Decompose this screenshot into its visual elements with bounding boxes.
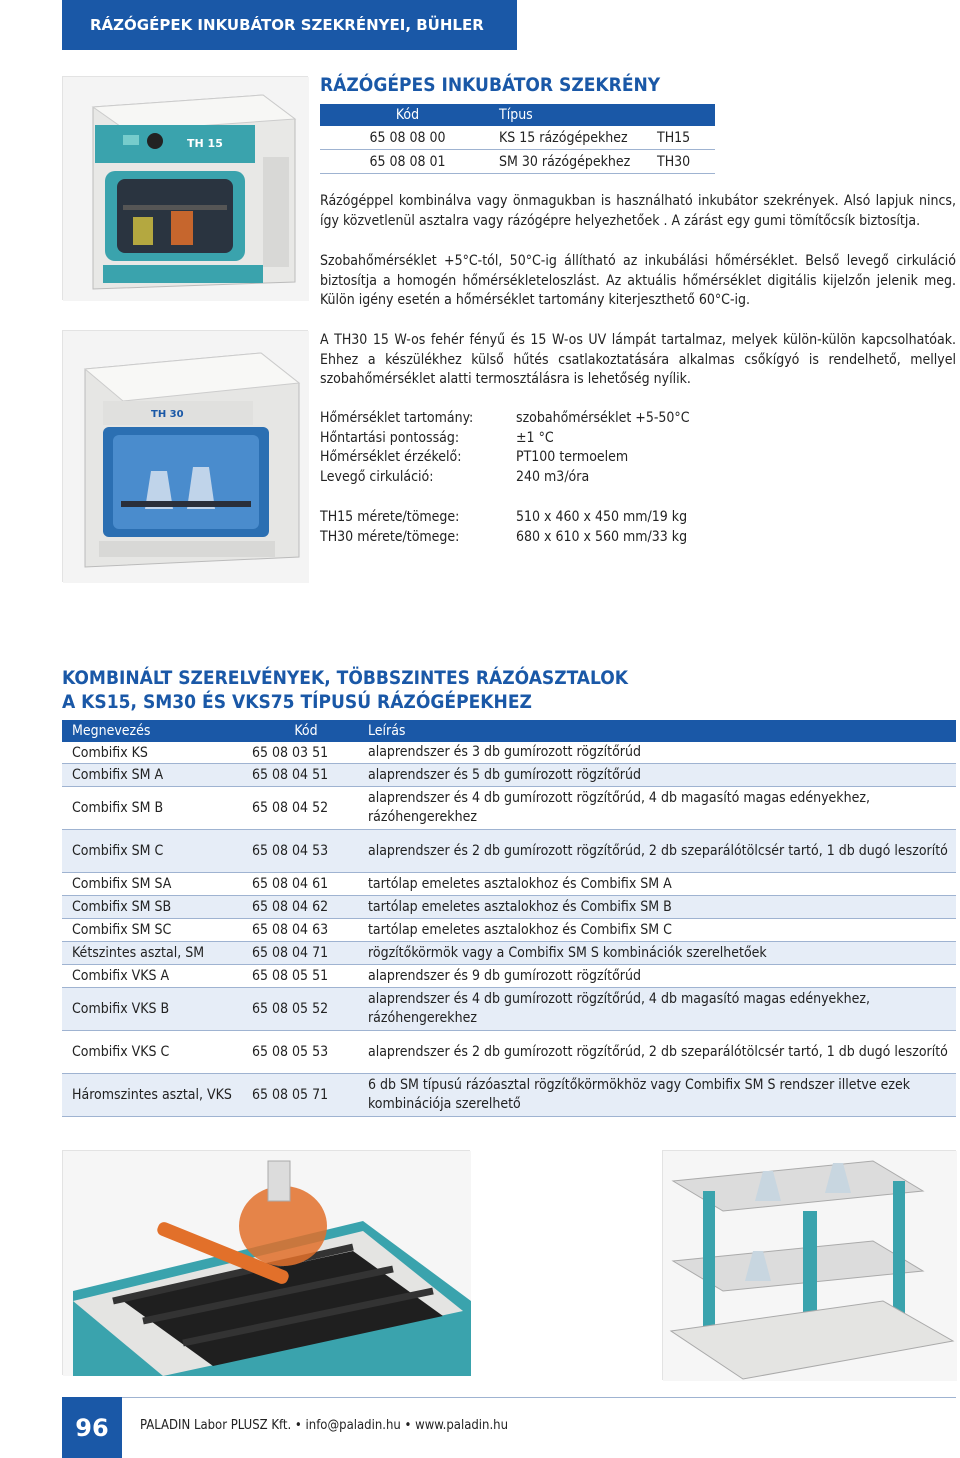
table-row [62, 873, 956, 896]
cell-name: Combifix KS [72, 744, 148, 761]
spec-value: szobahőmérséklet +5-50°C [516, 410, 690, 426]
table-row [62, 896, 956, 919]
cell-code: 65 08 05 52 [252, 1001, 329, 1017]
product-title: RÁZÓGÉPES INKUBÁTOR SZEKRÉNY [320, 74, 661, 96]
cell-model: TH15 [657, 129, 691, 146]
footer-contact: PALADIN Labor PLUSZ Kft. • info@paladin.hu • www.paladin.hu [140, 1418, 508, 1433]
cell-name: Combifix SM SB [72, 899, 172, 915]
accessories-table [62, 720, 956, 1117]
spec-label: Levegő cirkuláció: [320, 468, 434, 485]
description-paragraph-1: Rázógéppel kombinálva vagy önmagukban is használható inkubátor szekrények. Alsó lapjuk nincs, így közvetlenül asztalra vagy rázógépre helyezhetőek . A zárást egy gumi tömítőcsík biztosítja. [320, 193, 956, 229]
section-header [62, 0, 517, 50]
cell-code: 65 08 04 62 [252, 899, 329, 915]
table-row [62, 965, 956, 988]
spec-row [320, 409, 690, 429]
dimension-label: TH15 mérete/tömege: [320, 509, 460, 525]
photo-th30-incubator [62, 330, 308, 582]
photo-th15-incubator [62, 76, 308, 300]
cell-model: TH30 [657, 153, 691, 170]
cell-name: Combifix VKS B [72, 1001, 170, 1017]
header-code: Kód [294, 723, 318, 739]
th15-label: TH 15 [187, 137, 223, 150]
photo-multilevel-shaker [662, 1150, 956, 1380]
spec-label: Hőmérséklet tartomány: [320, 410, 474, 426]
table-row [320, 150, 715, 174]
cell-description: rögzítőkörmök vagy a Combifix SM S kombinációk szerelhetőek [368, 944, 767, 961]
cell-description: alaprendszer és 2 db gumírozott rögzítőrúd, 2 db szeparálótölcsér tartó, 1 db dugó leszorító [368, 1043, 948, 1060]
spec-label: Hőntartási pontosság: [320, 429, 460, 446]
dimension-value: 510 x 460 x 450 mm/19 kg [516, 509, 688, 525]
combifix-shaker-illustration [63, 1151, 471, 1376]
cell-description: alaprendszer és 4 db gumírozott rögzítőrúd, 4 db magasító magas edényekhez, rázóhengerekhez [368, 790, 870, 825]
cell-code: 65 08 04 61 [252, 876, 329, 892]
multilevel-shaker-illustration [663, 1151, 957, 1381]
cell-type: SM 30 rázógépekhez [499, 153, 631, 170]
table-row [62, 830, 956, 873]
th15-incubator-illustration [63, 77, 309, 301]
cell-name: Combifix SM A [72, 767, 164, 783]
table-row [62, 787, 956, 830]
dimension-row [320, 528, 687, 548]
table-row [62, 919, 956, 942]
cell-description: alaprendszer és 9 db gumírozott rögzítőrúd [368, 967, 641, 984]
header-description: Leírás [368, 722, 406, 739]
spec-value: 240 m3/óra [516, 468, 590, 485]
cell-code: 65 08 08 01 [369, 153, 446, 170]
cell-code: 65 08 04 71 [252, 945, 329, 961]
table-row [62, 742, 956, 764]
cell-code: 65 08 08 00 [369, 129, 446, 146]
dimension-value: 680 x 610 x 560 mm/33 kg [516, 528, 688, 545]
footer-divider [62, 1397, 956, 1398]
header-type: Típus [499, 107, 533, 123]
accessories-table-header [62, 720, 956, 742]
dimension-row [320, 508, 687, 528]
cell-description: alaprendszer és 4 db gumírozott rögzítőrúd, 4 db magasító magas edényekhez, rázóhengerekhez [368, 991, 870, 1026]
cell-type: KS 15 rázógépekhez [499, 129, 628, 146]
accessories-title-line-2: A KS15, SM30 ÉS VKS75 TÍPUSÚ RÁZÓGÉPEKHEZ [62, 691, 532, 713]
page-number: 96 [62, 1397, 122, 1458]
spec-label: Hőmérséklet érzékelő: [320, 449, 462, 466]
cell-description: tartólap emeletes asztalokhoz és Combifix SM C [368, 921, 672, 938]
cell-description: alaprendszer és 3 db gumírozott rögzítőrúd [368, 744, 641, 760]
photo-combifix-shaker [62, 1150, 470, 1375]
cell-code: 65 08 04 53 [252, 843, 329, 859]
cell-name: Háromszintes asztal, VKS [72, 1087, 232, 1103]
cell-code: 65 08 04 51 [252, 767, 329, 783]
cell-name: Combifix VKS A [72, 968, 170, 984]
code-table-header [320, 104, 715, 126]
accessories-title-line-1: KOMBINÁLT SZERELVÉNYEK, TÖBBSZINTES RÁZÓASZTALOK [62, 667, 629, 689]
spec-list [320, 409, 690, 487]
cell-description: alaprendszer és 2 db gumírozott rögzítőrúd, 2 db szeparálótölcsér tartó, 1 db dugó leszorító [368, 842, 948, 859]
cell-name: Kétszintes asztal, SM [72, 945, 205, 961]
cell-description: alaprendszer és 5 db gumírozott rögzítőrúd [368, 766, 641, 783]
cell-code: 65 08 05 53 [252, 1044, 329, 1060]
cell-name: Combifix SM C [72, 843, 164, 859]
spec-value: ±1 °C [516, 429, 554, 446]
header-name: Megnevezés [72, 723, 151, 739]
cell-name: Combifix SM SC [72, 922, 172, 938]
table-row [62, 764, 956, 787]
spec-value: PT100 termoelem [516, 449, 629, 466]
table-row [62, 988, 956, 1031]
th30-label: TH 30 [151, 409, 184, 420]
cell-code: 65 08 04 63 [252, 922, 329, 938]
description-paragraph-2: Szobahőmérséklet +5°C-tól, 50°C-ig állítható az inkubálási hőmérséklet. Belső levegő cirkuláció biztosítja a homogén hőmérsékleteloszlást. Az aktuális hőmérséklet digitális kijelzőn jelenik meg. Külön igény esetén a hőmérséklet tartomány kiterjeszthető 60°C-ig. [320, 253, 956, 309]
cell-name: Combifix VKS C [72, 1044, 170, 1060]
section-header-title: RÁZÓGÉPEK INKUBÁTOR SZEKRÉNYEI, BÜHLER [90, 16, 484, 34]
cell-description: tartólap emeletes asztalokhoz és Combifix SM A [368, 875, 672, 892]
spec-row [320, 468, 690, 488]
cell-description: 6 db SM típusú rázóasztal rögzítőkörmökhöz vagy Combifix SM S rendszer illetve ezek kombinációja szerelhető [368, 1077, 911, 1112]
table-row [62, 942, 956, 965]
product-code-table [320, 104, 715, 174]
description-paragraph-3: A TH30 15 W-os fehér fényű és 15 W-os UV lámpát tartalmaz, melyek külön-külön kapcsolhatóak. Ehhez a készülékhez külső hűtés csatlakoztatására alkalmas csőkígyó is rendelhető, mellyel szobahőmérséklet alatti termosztálásra is lehetőség nyílik. [320, 332, 956, 388]
cell-name: Combifix SM SA [72, 876, 172, 892]
cell-description: tartólap emeletes asztalokhoz és Combifix SM B [368, 898, 672, 915]
table-row [62, 1074, 956, 1117]
spec-row [320, 429, 690, 449]
cell-code: 65 08 05 71 [252, 1087, 329, 1103]
cell-code: 65 08 03 51 [252, 744, 329, 761]
cell-code: 65 08 05 51 [252, 968, 329, 984]
accessories-title [62, 666, 628, 714]
table-row [320, 126, 715, 150]
header-code: Kód [395, 107, 420, 123]
th30-incubator-illustration [63, 331, 309, 583]
dimension-list [320, 508, 687, 547]
dimension-label: TH30 mérete/tömege: [320, 528, 460, 545]
table-row [62, 1031, 956, 1074]
cell-name: Combifix SM B [72, 800, 164, 816]
cell-code: 65 08 04 52 [252, 800, 329, 816]
spec-row [320, 448, 690, 468]
